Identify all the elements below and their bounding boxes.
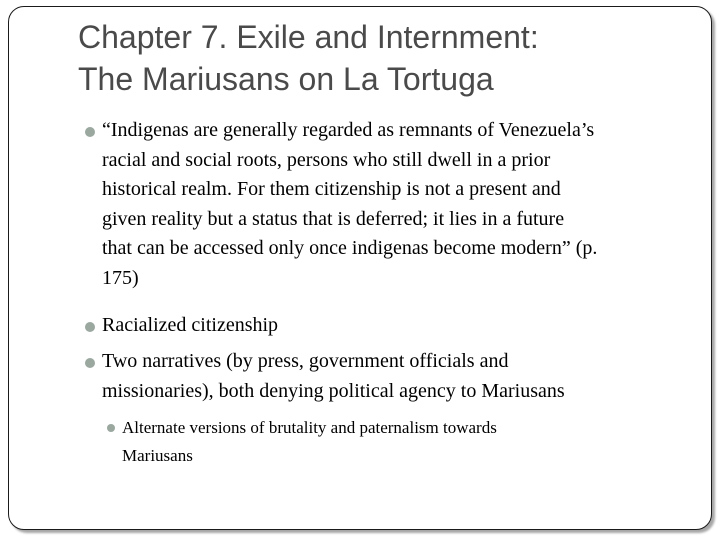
slide-title (78, 16, 688, 100)
bullet-text-line: racial and social roots, persons who still dwell in a prior (102, 148, 551, 171)
bullet-text-line: “Indigenas are generally regarded as remnants of Venezuela’s (102, 119, 595, 141)
bullet-dot (85, 358, 95, 368)
sub-bullet-text-line: Mariusans (122, 446, 193, 465)
bullet-text-line: missionaries), both denying political agency to Mariusans (102, 379, 565, 402)
bullet-text-line: Two narratives (by press, government officials and (102, 350, 509, 372)
bullet-text-line: 175) (102, 266, 139, 289)
sub-bullet-brutality-paternalism (122, 414, 497, 470)
bullet-text-line: historical realm. For them citizenship is not a present and (102, 178, 561, 200)
sub-bullet-dot (107, 424, 115, 432)
slide-title-line-1: Chapter 7. Exile and Internment: (78, 19, 539, 55)
bullet-dot (85, 322, 95, 332)
bullet-text-line: that can be accessed only once indigenas become modern” (p. (102, 237, 598, 259)
bullet-quote (102, 116, 597, 293)
bullet-dot (85, 127, 95, 137)
slide-title-line-2: The Mariusans on La Tortuga (78, 61, 494, 97)
bullet-two-narratives (102, 347, 565, 406)
sub-bullet-text-line: Alternate versions of brutality and paternalism towards (122, 418, 497, 437)
bullet-text-line: Racialized citizenship (102, 314, 279, 336)
bullet-racialized-citizenship (102, 311, 278, 341)
bullet-text-line: given reality but a status that is deferred; it lies in a future (102, 207, 565, 230)
